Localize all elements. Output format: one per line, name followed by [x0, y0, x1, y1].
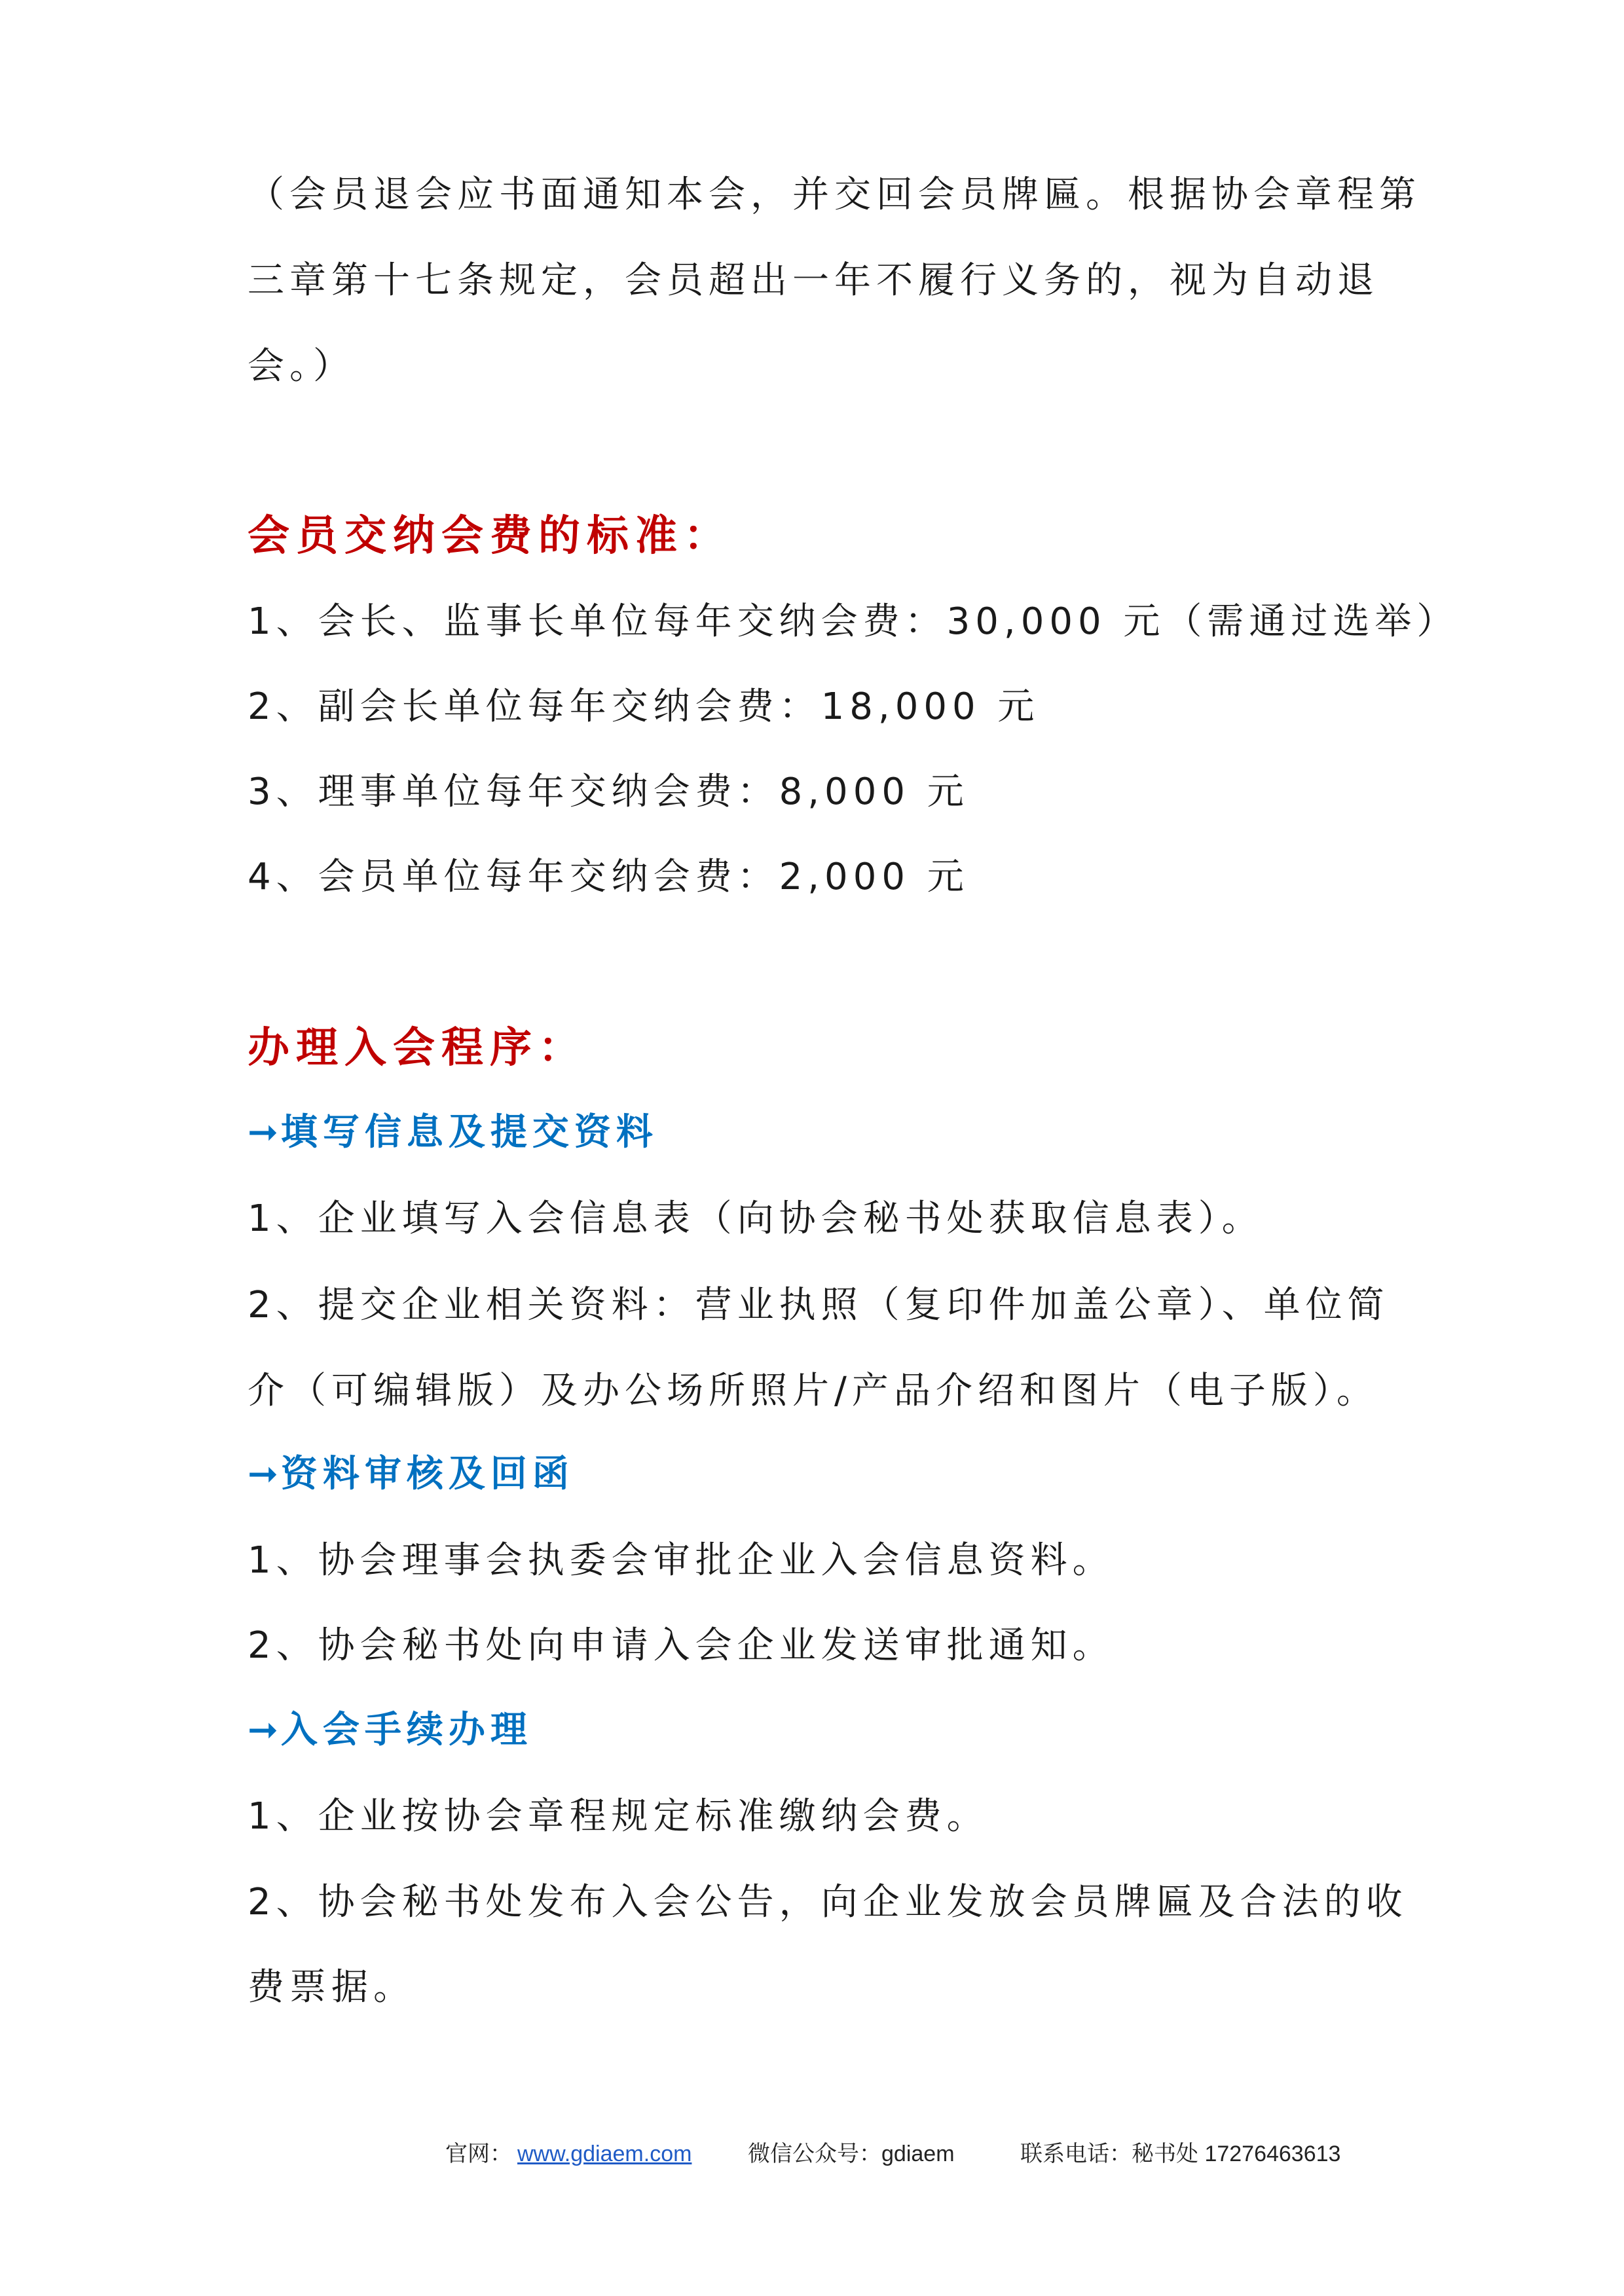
step-1-line-1: 1、企业填写入会信息表（向协会秘书处获取信息表）。 — [248, 1197, 1264, 1240]
fees-heading: 会员交纳会费的标准： — [248, 511, 732, 560]
intro-line-3: 会。） — [248, 345, 355, 388]
procedure-heading: 办理入会程序： — [248, 1023, 587, 1072]
arrow-right-icon: ➞ — [248, 1709, 278, 1751]
step-2-line-1: 1、协会理事会执委会审批企业入会信息资料。 — [248, 1539, 1115, 1582]
intro-line-1: （会员退会应书面通知本会，并交回会员牌匾。根据协会章程第 — [248, 173, 1421, 216]
step-3-line-1: 1、企业按协会章程规定标准缴纳会费。 — [248, 1795, 989, 1838]
arrow-right-icon: ➞ — [248, 1111, 278, 1154]
step-3-title-text: 入会手续办理 — [280, 1709, 532, 1751]
step-2-title — [248, 1448, 574, 1501]
fee-item-2: 2、副会长单位每年交纳会费：18,000 元 — [248, 685, 1040, 728]
footer-wechat: 微信公众号：gdiaem — [748, 2141, 955, 2166]
step-1-title-text: 填写信息及提交资料 — [280, 1111, 658, 1154]
step-1-line-2: 2、提交企业相关资料：营业执照（复印件加盖公章）、单位简 — [248, 1284, 1390, 1326]
intro-line-2: 三章第十七条规定，会员超出一年不履行义务的，视为自动退 — [248, 259, 1379, 302]
step-3-title — [248, 1704, 532, 1757]
footer-website-label: 官网： — [445, 2141, 512, 2166]
arrow-right-icon: ➞ — [248, 1453, 278, 1495]
step-1-line-3: 介（可编辑版）及办公场所照片/产品介绍和图片（电子版）。 — [248, 1370, 1378, 1412]
footer-website-link[interactable]: www.gdiaem.com — [517, 2141, 692, 2166]
step-1-title — [248, 1106, 658, 1159]
footer-phone: 联系电话：秘书处 17276463613 — [1020, 2141, 1341, 2166]
fee-item-3: 3、理事单位每年交纳会费：8,000 元 — [248, 771, 969, 813]
step-2-title-text: 资料审核及回函 — [280, 1453, 574, 1495]
step-3-line-2: 2、协会秘书处发布入会公告，向企业发放会员牌匾及合法的收 — [248, 1881, 1408, 1923]
step-3-line-3: 费票据。 — [248, 1966, 415, 2009]
fee-item-1: 1、会长、监事长单位每年交纳会费：30,000 元（需通过选举） — [248, 600, 1459, 643]
fee-item-4: 4、会员单位每年交纳会费：2,000 元 — [248, 856, 969, 898]
step-2-line-2: 2、协会秘书处向申请入会企业发送审批通知。 — [248, 1624, 1115, 1667]
